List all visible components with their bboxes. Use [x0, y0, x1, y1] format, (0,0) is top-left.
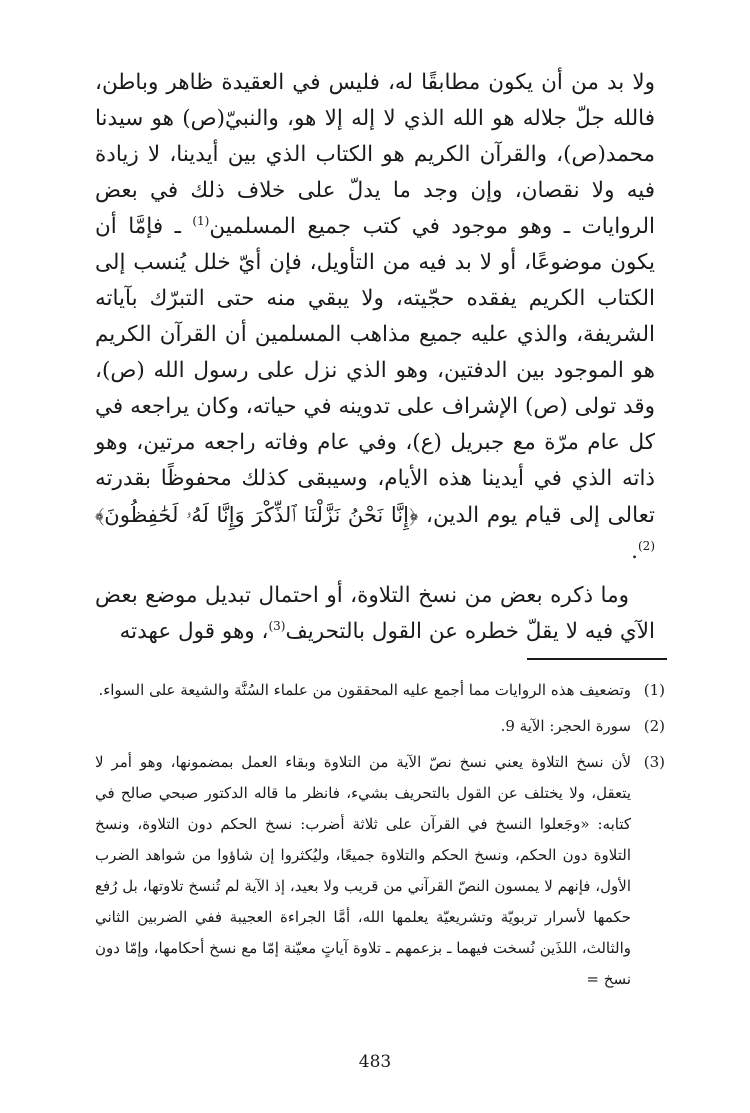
paragraph-1-part-b: ـ فإمَّا أن يكون موضوعًا، أو لا بد فيه من التأويل، فإن أيّ خلل يُنسب إلى الكتاب الكريم يفقده حجّيته، ولا يبقي منه حتى التبرّك بآياته الشريفة، والذي عليه جميع مذاهب المسلمين أن القرآن الكريم هو الموجود بين الدفتين، وهو الذي نزل على رسول الله (ص)، وقد تولى (ص) الإشراف على تدوينه في حياته، وكان يراجعه في كل عام مرّة مع جبريل (ع)، وفي عام وفاته راجعه مرتين، وهو ذاته الذي في أيدينا هذه الأيام، وسيبقى كذلك محفوظًا بقدرته تعالى إلى قيام يوم الدين، — [95, 214, 656, 528]
paragraph-2-part-b: ، وهو قول عهدته — [119, 619, 269, 644]
footnote-2 — [95, 711, 665, 742]
paragraph-2-part-a: وما ذكره بعض من نسخ التلاوة، أو احتمال تبديل موضع بعض الآي فيه لا يقلّ خطره عن القول بالتحريف — [95, 583, 655, 644]
footnote-number: (1) — [643, 681, 665, 699]
footnote-1 — [95, 675, 665, 706]
main-text — [95, 65, 655, 650]
paragraph-1 — [95, 65, 655, 570]
footnote-text: وتضعيف هذه الروايات مما أجمع عليه المحققون من علماء السُنَّة والشيعة على السواء. — [98, 681, 631, 699]
footnote-3 — [95, 747, 665, 995]
footnote-ref-2: (2) — [637, 538, 655, 553]
footnotes — [95, 675, 665, 1000]
paragraph-2 — [95, 578, 655, 650]
footnote-ref-3: (3) — [268, 618, 286, 633]
footnote-number: (3) — [643, 753, 665, 771]
footnote-number: (2) — [643, 717, 665, 735]
footnote-separator — [527, 658, 667, 660]
page-number: 483 — [358, 1052, 392, 1072]
quran-verse: ﴿إِنَّا نَحْنُ نَزَّلْنَا ٱلذِّكْرَ وَإِنَّا لَهُۥ لَحَٰفِظُونَ﴾ — [95, 503, 419, 527]
paragraph-1-part-a: ولا بد من أن يكون مطابقًا له، فليس في العقيدة ظاهر وباطن، فالله جلّ جلاله هو الله الذي لا إله إلا هو، والنبيّ(ص) هو سيدنا محمد(ص)، والقرآن الكريم هو الكتاب الذي بين أيدينا، لا زيادة فيه ولا نقصان، وإن وجد ما يدلّ على خلاف ذلك في بعض الروايات ـ وهو موجود في كتب جميع المسلمين — [95, 70, 655, 239]
paragraph-1-end: . — [631, 539, 638, 564]
footnote-text: سورة الحجر: الآية 9. — [500, 717, 631, 735]
footnote-ref-1: (1) — [192, 213, 210, 228]
footnote-text: لأن نسخ التلاوة يعني نسخ نصّ الآية من التلاوة وبقاء العمل بمضمونها، وهو أمر لا يتعقل، ولا يختلف عن القول بالتحريف بشيء، فانظر ما قاله الدكتور صبحي صالح في كتابه: «وجَعلوا النسخ في القرآن على ثلاثة أضرب: نسخ الحكم دون التلاوة، ونسخ التلاوة دون الحكم، ونسخ الحكم والتلاوة جميعًا، وليُكثروا إن شاؤوا من شواهد الضرب الأول، فإنهم لا يمسون النصّ القرآني من قريب ولا بعيد، إذ الآية لم تُنسخ تلاوتها، بل رُفع حكمها لأسرار تربويّة وتشريعيّة يعلمها الله، أمَّا الجراءة العجيبة ففي الضربين الثاني والثالث، اللذَين نُسخت فيهما ـ بزعمهم ـ تلاوة آياتٍ معيّنة إمّا مع نسخ أحكامها، وإمّا دون نسخ = — [95, 753, 631, 988]
